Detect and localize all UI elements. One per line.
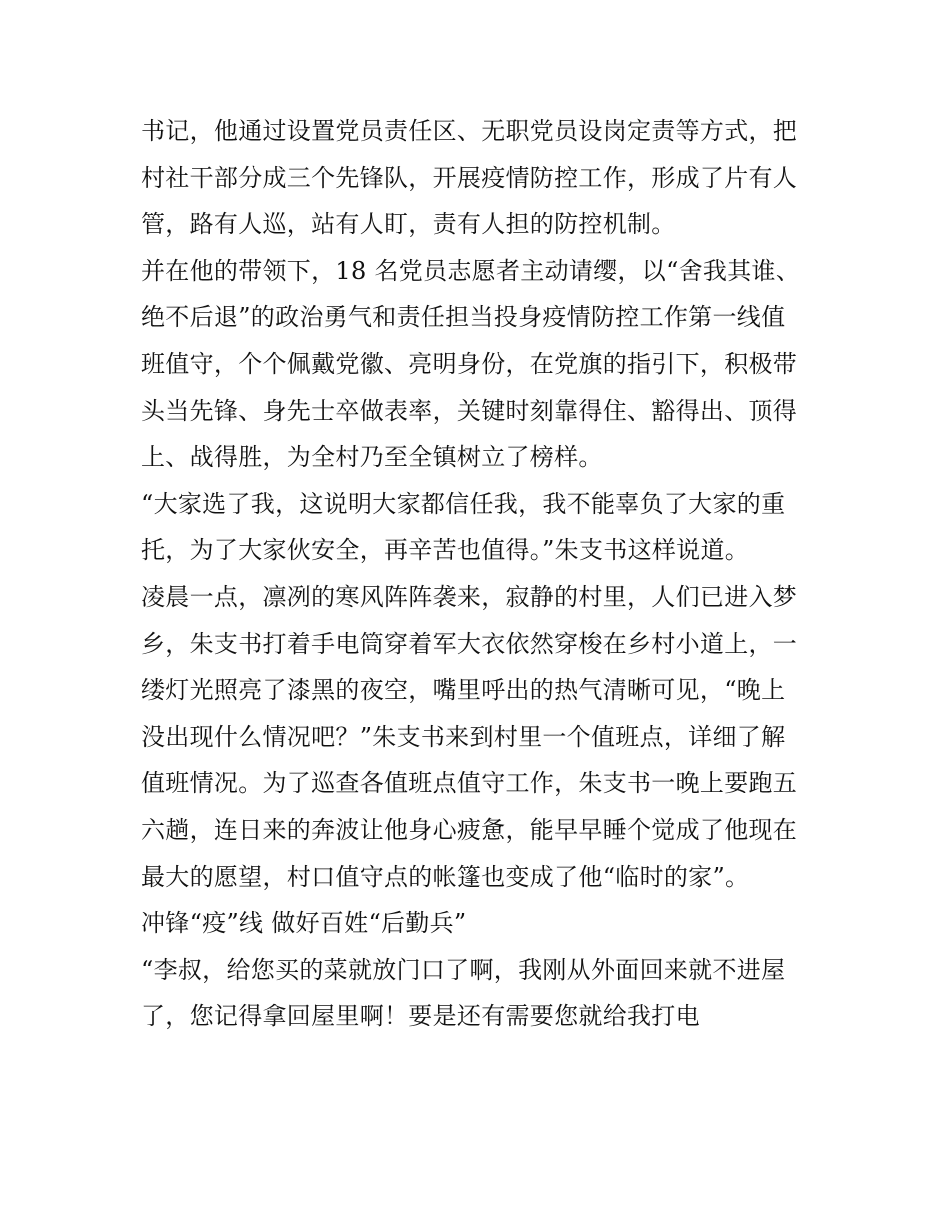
text-line: 绝不后退”的政治勇气和责任担当投身疫情防控工作第一线值 [141,303,786,332]
text-line: 并在他的带领下，18 名党员志愿者主动请缨，以“舍我其谁、 [141,256,801,285]
text-line: 班值守，个个佩戴党徽、亮明身份，在党旗的指引下，积极带 [141,349,798,378]
text-line: “李叔，给您买的菜就放门口了啊，我刚从外面回来就不进屋 [141,955,786,984]
section-heading: 冲锋“疫”线 做好百姓“后勤兵” [141,909,467,938]
text-line: 值班情况。为了巡查各值班点值守工作，朱支书一晚上要跑五 [141,769,798,798]
text-line: 村社干部分成三个先锋队，开展疫情防控工作，形成了片有人 [141,163,798,192]
document-body [141,108,821,1040]
text-line: 凌晨一点，凛冽的寒风阵阵袭来，寂静的村里，人们已进入梦 [141,582,798,611]
text-line: 没出现什么情况吧？”朱支书来到村里一个值班点，详细了解 [141,722,786,751]
text-line: 上、战得胜，为全村乃至全镇树立了榜样。 [141,443,603,472]
text-line: 头当先锋、身先士卒做表率，关键时刻靠得住、豁得出、顶得 [141,396,798,425]
text-line: 了，您记得拿回屋里啊！要是还有需要您就给我打电 [141,1002,700,1031]
text-line: 管，路有人巡，站有人盯，责有人担的防控机制。 [141,210,676,239]
text-line: 最大的愿望，村口值守点的帐篷也变成了他“临时的家”。 [141,862,750,891]
text-line: 托，为了大家伙安全，再辛苦也值得。”朱支书这样说道。 [141,536,750,565]
text-line: “大家选了我，这说明大家都信任我，我不能辜负了大家的重 [141,489,786,518]
text-line: 书记，他通过设置党员责任区、无职党员设岗定责等方式，把 [141,117,798,145]
text-line: 六趟，连日来的奔波让他身心疲惫，能早早睡个觉成了他现在 [141,815,798,844]
text-line: 乡，朱支书打着手电筒穿着军大衣依然穿梭在乡村小道上，一 [141,629,798,658]
text-line: 缕灯光照亮了漆黑的夜空，嘴里呼出的热气清晰可见，“晚上 [141,676,786,705]
